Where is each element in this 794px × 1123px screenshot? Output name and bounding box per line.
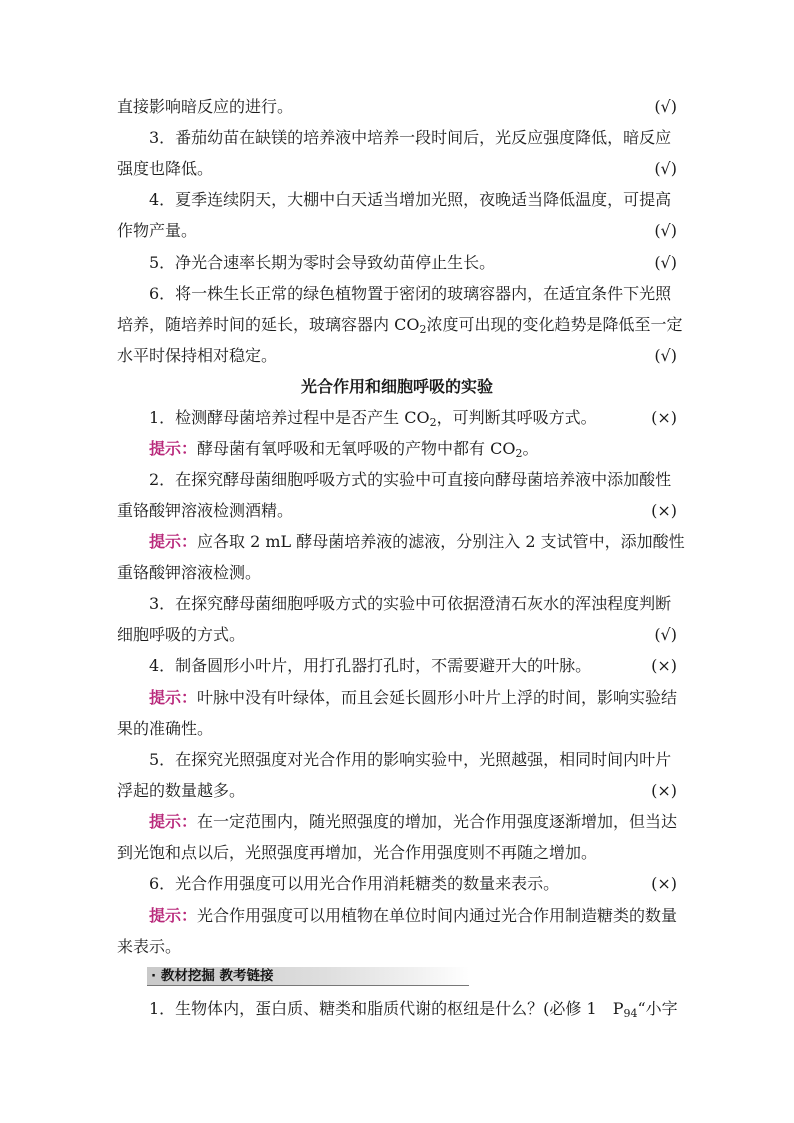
hint-line: 提示：应各取 2 mL 酵母菌培养液的滤液，分别注入 2 支试管中，添加酸性 — [149, 532, 685, 551]
text-line: 重铬酸钾溶液检测。 — [117, 563, 262, 582]
text-line: 来表示。 — [117, 937, 182, 956]
text-line: 果的准确性。 — [117, 719, 214, 738]
hint-label: 提示： — [149, 439, 198, 458]
question-line: 3．番茄幼苗在缺镁的培养液中培养一段时间后，光反应强度降低，暗反应 — [149, 128, 672, 147]
text-line: 细胞呼吸的方式。 — [117, 625, 246, 644]
answer-mark: (×) — [651, 874, 677, 893]
answer-mark: (×) — [651, 408, 677, 427]
text-line: 作物产量。 — [117, 221, 198, 240]
hint-line: 提示：在一定范围内，随光照强度的增加，光合作用强度逐渐增加，但当达 — [149, 812, 678, 831]
question-line: 3．在探究酵母菌细胞呼吸方式的实验中可依据澄清石灰水的浑浊程度判断 — [149, 594, 672, 613]
hint-label: 提示： — [149, 688, 198, 707]
question-line: 1．检测酵母菌培养过程中是否产生 $CO_2$，可判断其呼吸方式。 — [149, 408, 597, 429]
answer-mark: (×) — [651, 781, 677, 800]
answer-mark: (√) — [654, 625, 677, 644]
section-banner: · 教材挖掘 教考链接 — [147, 967, 469, 986]
answer-mark: (√) — [654, 159, 677, 178]
question-line: 1．生物体内，蛋白质、糖类和脂质代谢的枢纽是什么？(必修 1 $P_{94}“$小字 — [149, 999, 678, 1020]
hint-label: 提示： — [149, 812, 198, 831]
question-line: 6．光合作用强度可以用光合作用消耗糖类的数量来表示。 — [149, 874, 560, 893]
text-line: 强度也降低。 — [117, 159, 214, 178]
hint-label: 提示： — [149, 906, 198, 925]
answer-mark: (×) — [651, 501, 677, 520]
answer-mark: (√) — [654, 221, 677, 240]
hint-line: 提示：酵母菌有氧呼吸和无氧呼吸的产物中都有 $CO_2$。 — [149, 439, 539, 460]
question-line: 4．制备圆形小叶片，用打孔器打孔时，不需要避开大的叶脉。 — [149, 656, 592, 675]
text-line: 到光饱和点以后，光照强度再增加，光合作用强度则不再随之增加。 — [117, 843, 598, 862]
answer-mark: (√) — [654, 253, 677, 272]
hint-line: 提示：叶脉中没有叶绿体，而且会延长圆形小叶片上浮的时间，影响实验结 — [149, 688, 678, 707]
text-line: 培养，随培养时间的延长，玻璃容器内 $CO_2$浓度可出现的变化趋势是降低至一定 — [117, 315, 683, 336]
question-line: 5．净光合速率长期为零时会导致幼苗停止生长。 — [149, 253, 496, 272]
text-line: 重铬酸钾溶液检测酒精。 — [117, 501, 294, 520]
text-line: 浮起的数量越多。 — [117, 781, 246, 800]
text-line: 水平时保持相对稳定。 — [117, 346, 278, 365]
answer-mark: (√) — [654, 346, 677, 365]
hint-line: 提示：光合作用强度可以用植物在单位时间内通过光合作用制造糖类的数量 — [149, 906, 678, 925]
question-line: 4．夏季连续阴天，大棚中白天适当增加光照，夜晚适当降低温度，可提高 — [149, 190, 672, 209]
text-line: 直接影响暗反应的进行。 — [117, 97, 294, 116]
section-title: 光合作用和细胞呼吸的实验 — [300, 377, 493, 396]
question-line: 2．在探究酵母菌细胞呼吸方式的实验中可直接向酵母菌培养液中添加酸性 — [149, 470, 672, 489]
question-line: 5．在探究光照强度对光合作用的影响实验中，光照越强，相同时间内叶片 — [149, 750, 672, 769]
answer-mark: (√) — [654, 97, 677, 116]
question-line: 6．将一株生长正常的绿色植物置于密闭的玻璃容器内，在适宜条件下光照 — [149, 284, 672, 303]
answer-mark: (×) — [651, 656, 677, 675]
hint-label: 提示： — [149, 532, 198, 551]
